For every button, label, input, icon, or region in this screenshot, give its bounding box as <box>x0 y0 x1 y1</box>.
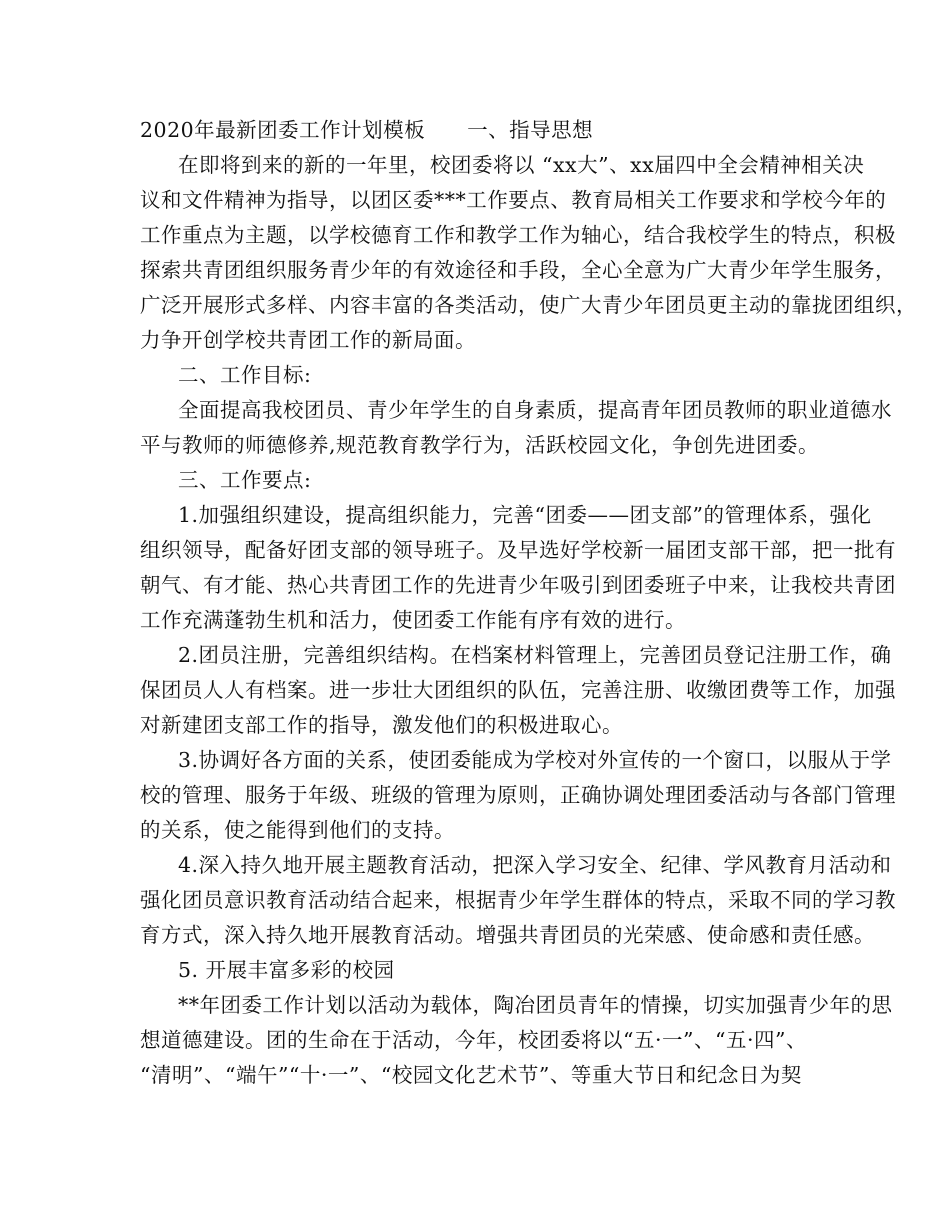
paragraph-line: 广泛开展形式多样、内容丰富的各类活动，使广大青少年团员更主动的靠拢团组织， <box>140 293 917 317</box>
paragraph-line: 力争开创学校共青团工作的新局面。 <box>140 328 476 352</box>
paragraph-line: 平与教师的师德修养,规范教育教学行为，活跃校园文化，争创先进团委。 <box>140 433 820 457</box>
section-heading: 二、工作目标: <box>178 363 312 387</box>
paragraph-line: **年团委工作计划以活动为载体，陶冶团员青年的情操，切实加强青少年的思 <box>178 993 893 1017</box>
paragraph-line: 强化团员意识教育活动结合起来，根据青少年学生群体的特点，采取不同的学习教 <box>140 888 896 912</box>
document-title: 2020年最新团委工作计划模板 <box>140 118 426 142</box>
paragraph-line: 5. 开展丰富多彩的校园 <box>178 958 395 982</box>
paragraph-line: 的关系，使之能得到他们的支持。 <box>140 818 455 842</box>
paragraph-line: 组织领导，配备好团支部的领导班子。及早选好学校新一届团支部干部，把一批有 <box>140 538 896 562</box>
paragraph-line: 探索共青团组织服务青少年的有效途径和手段，全心全意为广大青少年学生服务， <box>140 258 896 282</box>
title-line <box>140 120 840 141</box>
paragraph-line: “清明”、“端午”“十·一”、“校园文化艺术节”、等重大节日和纪念日为契 <box>140 1063 802 1087</box>
paragraph-line: 1.加强组织建设，提高组织能力，完善“团委——团支部”的管理体系，强化 <box>178 503 872 527</box>
paragraph-line: 保团员人人有档案。进一步壮大团组织的队伍，完善注册、收缴团费等工作，加强 <box>140 678 896 702</box>
paragraph-line: 对新建团支部工作的指导，激发他们的积极进取心。 <box>140 713 623 737</box>
paragraph-line: 3.协调好各方面的关系，使团委能成为学校对外宣传的一个窗口，以服从于学 <box>178 748 892 772</box>
paragraph-line: 校的管理、服务于年级、班级的管理为原则，正确协调处理团委活动与各部门管理 <box>140 783 896 807</box>
paragraph-line: 在即将到来的新的一年里，校团委将以 “xx大”、xx届四中全会精神相关决 <box>178 153 865 177</box>
paragraph-line: 全面提高我校团员、青少年学生的自身素质，提高青年团员教师的职业道德水 <box>178 398 892 422</box>
paragraph-line: 想道德建设。团的生命在于活动，今年，校团委将以“五·一”、“五·四”、 <box>140 1028 807 1052</box>
paragraph-line: 工作重点为主题，以学校德育工作和教学工作为轴心，结合我校学生的特点，积极 <box>140 223 896 247</box>
paragraph-line: 2.团员注册，完善组织结构。在档案材料管理上，完善团员登记注册工作，确 <box>178 643 892 667</box>
paragraph-line: 议和文件精神为指导，以团区委***工作要点、教育局相关工作要求和学校今年的 <box>140 188 887 212</box>
paragraph-line: 工作充满蓬勃生机和活力，使团委工作能有序有效的进行。 <box>140 608 686 632</box>
section1-heading: 一、指导思想 <box>467 118 594 142</box>
paragraph-line: 朝气、有才能、热心共青团工作的先进青少年吸引到团委班子中来，让我校共青团 <box>140 573 896 597</box>
paragraph-line: 育方式，深入持久地开展教育活动。增强共青团员的光荣感、使命感和责任感。 <box>140 923 875 947</box>
section-heading: 三、工作要点: <box>178 468 312 492</box>
paragraph-line: 4.深入持久地开展主题教育活动，把深入学习安全、纪律、学风教育月活动和 <box>178 853 892 877</box>
